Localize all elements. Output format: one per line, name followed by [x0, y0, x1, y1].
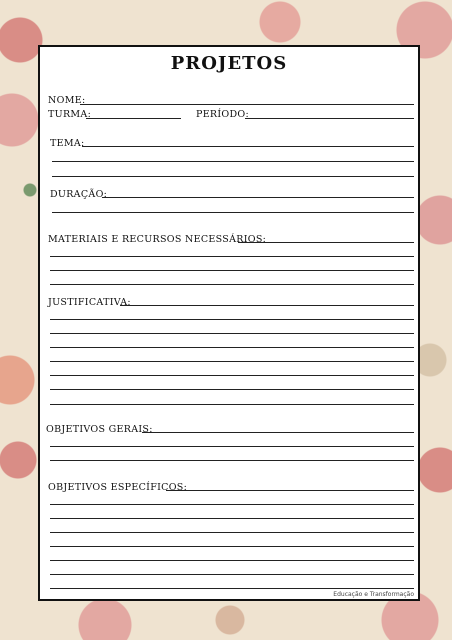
justificativa-line[interactable] — [50, 361, 414, 362]
objetivos-gerais-label: OBJETIVOS GERAIS: — [46, 424, 153, 435]
justificativa-line[interactable] — [50, 333, 414, 334]
duracao-line[interactable] — [52, 212, 414, 213]
nome-label: NOME: — [48, 95, 86, 106]
justificativa-line[interactable] — [50, 404, 414, 405]
objetivos-especificos-label: OBJETIVOS ESPECÍFICOS: — [48, 482, 188, 493]
objetivos-gerais-line[interactable] — [50, 460, 414, 461]
materiais-line[interactable] — [50, 270, 414, 271]
nome-line[interactable] — [80, 104, 414, 105]
justificativa-label: JUSTIFICATIVA: — [48, 297, 131, 308]
objetivos-especificos-line[interactable] — [50, 532, 414, 533]
materiais-line[interactable] — [238, 242, 414, 243]
objetivos-especificos-line[interactable] — [166, 490, 414, 491]
tema-line[interactable] — [52, 176, 414, 177]
justificativa-line[interactable] — [50, 319, 414, 320]
turma-line[interactable] — [86, 118, 181, 119]
justificativa-line[interactable] — [50, 375, 414, 376]
duracao-label: DURAÇÃO: — [50, 189, 108, 200]
objetivos-especificos-line[interactable] — [50, 574, 414, 575]
tema-line[interactable] — [52, 161, 414, 162]
materiais-line[interactable] — [50, 256, 414, 257]
periodo-line[interactable] — [245, 118, 414, 119]
objetivos-especificos-line[interactable] — [50, 504, 414, 505]
objetivos-especificos-line[interactable] — [50, 588, 414, 589]
materiais-line[interactable] — [50, 284, 414, 285]
objetivos-especificos-line[interactable] — [50, 518, 414, 519]
turma-label: TURMA: — [48, 109, 92, 120]
periodo-label: PERÍODO: — [196, 109, 250, 120]
page-title: PROJETOS — [170, 53, 288, 74]
tema-line[interactable] — [82, 146, 414, 147]
project-form — [38, 45, 420, 601]
objetivos-gerais-line[interactable] — [50, 446, 414, 447]
materiais-label: MATERIAIS E RECURSOS NECESSÁRIOS: — [48, 234, 267, 245]
objetivos-especificos-line[interactable] — [50, 560, 414, 561]
footer-credit: Educação e Transformação — [333, 591, 414, 598]
objetivos-gerais-line[interactable] — [142, 432, 414, 433]
justificativa-line[interactable] — [50, 347, 414, 348]
justificativa-line[interactable] — [120, 305, 414, 306]
objetivos-especificos-line[interactable] — [50, 546, 414, 547]
duracao-line[interactable] — [102, 197, 414, 198]
justificativa-line[interactable] — [50, 389, 414, 390]
tema-label: TEMA: — [50, 138, 85, 149]
